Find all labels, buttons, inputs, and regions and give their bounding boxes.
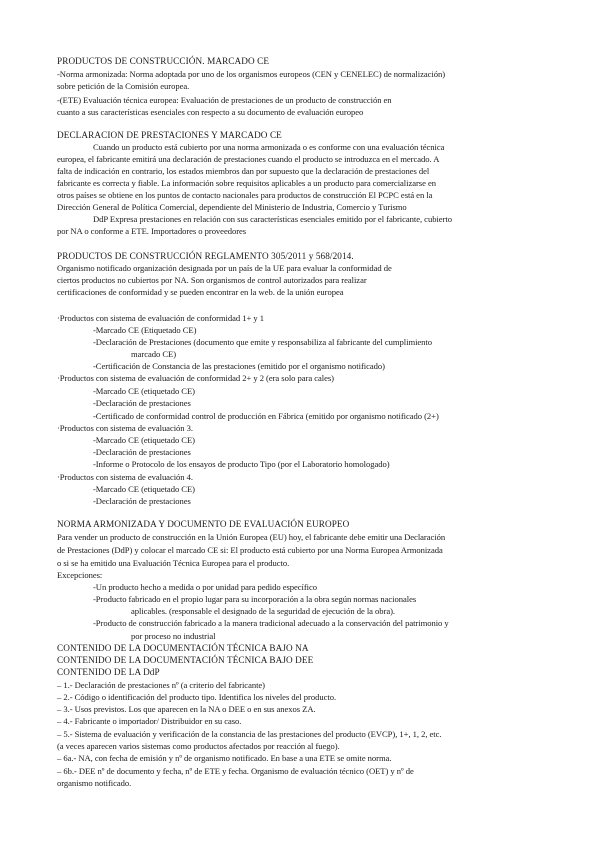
list-subitem: -Declaración de prestaciones	[93, 447, 191, 457]
text-line: Organismo notificado organización designada por un país de la UE para evaluar la conformidad de	[57, 263, 392, 273]
text-line: por NA o conforme a ETE. Importadores o proveedores	[57, 226, 247, 236]
list-subitem: -Marcado CE (etiquetado CE)	[93, 386, 195, 396]
list-subitem: -Declaración de prestaciones	[93, 496, 191, 506]
list-item: ·Productos con sistema de evaluación de conformidad 2+ y 2 (era solo para cales)	[57, 373, 334, 383]
heading-norma-armonizada: NORMA ARMONIZADA Y DOCUMENTO DE EVALUACIÓN EUROPEO	[57, 519, 350, 529]
text-line: -(ETE) Evaluación técnica europea: Evaluación de prestaciones de un producto de construcción en	[57, 95, 392, 105]
list-subitem-continuation: marcado CE)	[131, 349, 177, 359]
heading-contenido-dee: CONTENIDO DE LA DOCUMENTACIÓN TÉCNICA BAJO DEE	[57, 655, 314, 665]
list-subitem-continuation: aplicables. (responsable el designado de la seguridad de ejecución de la obra).	[131, 606, 396, 616]
heading-reglamento: PRODUCTOS DE CONSTRUCCIÓN REGLAMENTO 305/2011 y 568/2014.	[57, 251, 354, 261]
text-line: – 4.- Fabricante o importador/ Distribuidor en su caso.	[57, 716, 242, 726]
list-item: ·Productos con sistema de evaluación 4.	[57, 472, 193, 482]
list-item: ·Productos con sistema de evaluación de conformidad 1+ y 1	[57, 313, 264, 323]
text-line: ciertos productos no cubiertos por NA. Son organismos de control autorizados para realizar	[57, 275, 367, 285]
text-line: de Prestaciones (DdP) y colocar el marcado CE si: El producto está cubierto por una Norma Europea Armonizada	[57, 545, 443, 555]
list-subitem: -Informe o Protocolo de los ensayos de producto Tipo (por el Laboratorio homologado)	[93, 459, 390, 469]
text-line: – 3.- Usos previstos. Los que aparecen en la NA o DEE o en sus anexos ZA.	[57, 704, 316, 714]
text-line: – 5.- Sistema de evaluación y verificación de la constancia de las prestaciones del producto (EVCP), 1+, 1, 2, etc.	[57, 729, 442, 739]
heading-marcado-ce: PRODUCTOS DE CONSTRUCCIÓN. MARCADO CE	[57, 56, 270, 66]
text-line: sobre petición de la Comisión europea.	[57, 81, 190, 91]
list-subitem: -Producto fabricado en el propio lugar para su incorporación a la obra según normas nacionales	[93, 594, 417, 604]
text-line: (a veces aparecen varios sistemas como productos afectados por reacción al fuego).	[57, 741, 340, 751]
list-subitem: -Producto de construcción fabricado a la manera tradicional adecuado a la conservación del patrimonio y	[93, 618, 449, 628]
text-line: otros países se obtiene en los puntos de contacto nacionales para productos de construcción El PCPC está en la	[57, 190, 433, 200]
heading-contenido-na: CONTENIDO DE LA DOCUMENTACIÓN TÉCNICA BAJO NA	[57, 643, 309, 653]
text-line: organismo notificado.	[57, 778, 132, 788]
list-subitem: -Marcado CE (etiquetado CE)	[93, 435, 195, 445]
list-subitem: -Un producto hecho a medida o por unidad para pedido específico	[93, 582, 318, 592]
list-subitem: -Marcado CE (etiquetado CE)	[93, 484, 195, 494]
heading-contenido-ddp: CONTENIDO DE LA DdP	[57, 667, 160, 677]
list-subitem: -Marcado CE (Etiquetado CE)	[93, 325, 197, 335]
text-line: europea, el fabricante emitirá una declaración de prestaciones cuando el producto se introduzca en el mercado. A	[57, 154, 440, 164]
text-line: – 1.- Declaración de prestaciones nº (a criterio del fabricante)	[57, 680, 265, 690]
text-line: DdP Expresa prestaciones en relación con sus características esenciales emitido por el fabricante, cubierto	[93, 214, 452, 224]
list-subitem: -Certificado de conformidad control de producción en Fábrica (emitido por organismo notificado (2+)	[93, 411, 439, 421]
list-subitem-continuation: por proceso no industrial	[131, 631, 216, 641]
list-item: ·Productos con sistema de evaluación 3.	[57, 423, 193, 433]
text-line: certificaciones de conformidad y se pueden encontrar en la web. de la unión europea	[57, 287, 344, 297]
text-line: Dirección General de Política Comercial, dependiente del Ministerio de Industria, Comercio y Turismo	[57, 202, 407, 212]
text-line: Para vender un producto de construcción en la Unión Europea (EU) hoy, el fabricante debe emitir una Declaración	[57, 532, 446, 542]
text-line: – 2.- Código o identificación del producto tipo. Identifica los niveles del producto.	[57, 692, 337, 702]
text-line: o si se ha emitido una Evaluación Técnica Europea para el producto.	[57, 558, 290, 568]
text-line: falta de indicación en contrario, los estados miembros dan por supuesto que la declaración de prestaciones del	[57, 166, 430, 176]
text-line: Cuando un producto está cubierto por una norma armonizada o es conforme con una evaluación técnica	[93, 142, 445, 152]
text-line: -Norma armonizada: Norma adoptada por uno de los organismos europeos (CEN y CENELEC) de normalización)	[57, 69, 446, 79]
text-line: cuanto a sus características esenciales con respecto a su documento de evaluación europeo	[57, 107, 364, 117]
text-line: Excepciones:	[57, 570, 103, 580]
text-line: fabricante es correcta y fiable. La información sobre requisitos aplicables a un producto para comercializarse en	[57, 178, 436, 188]
list-subitem: -Declaración de prestaciones	[93, 398, 191, 408]
text-line: – 6a.- NA, con fecha de emisión y nº de organismo notificado. En base a una ETE se omite norma.	[57, 753, 392, 763]
text-line: – 6b.- DEE nº de documento y fecha, nº de ETE y fecha. Organismo de evaluación técnico (OET) y nº de	[57, 766, 414, 776]
heading-declaracion-prestaciones: DECLARACION DE PRESTACIONES Y MARCADO CE	[57, 130, 282, 140]
list-subitem: -Certificación de Constancia de las prestaciones (emitido por el organismo notificado)	[93, 361, 385, 371]
list-subitem: -Declaración de Prestaciones (documento que emite y responsabiliza al fabricante del cumplimiento	[93, 337, 433, 347]
